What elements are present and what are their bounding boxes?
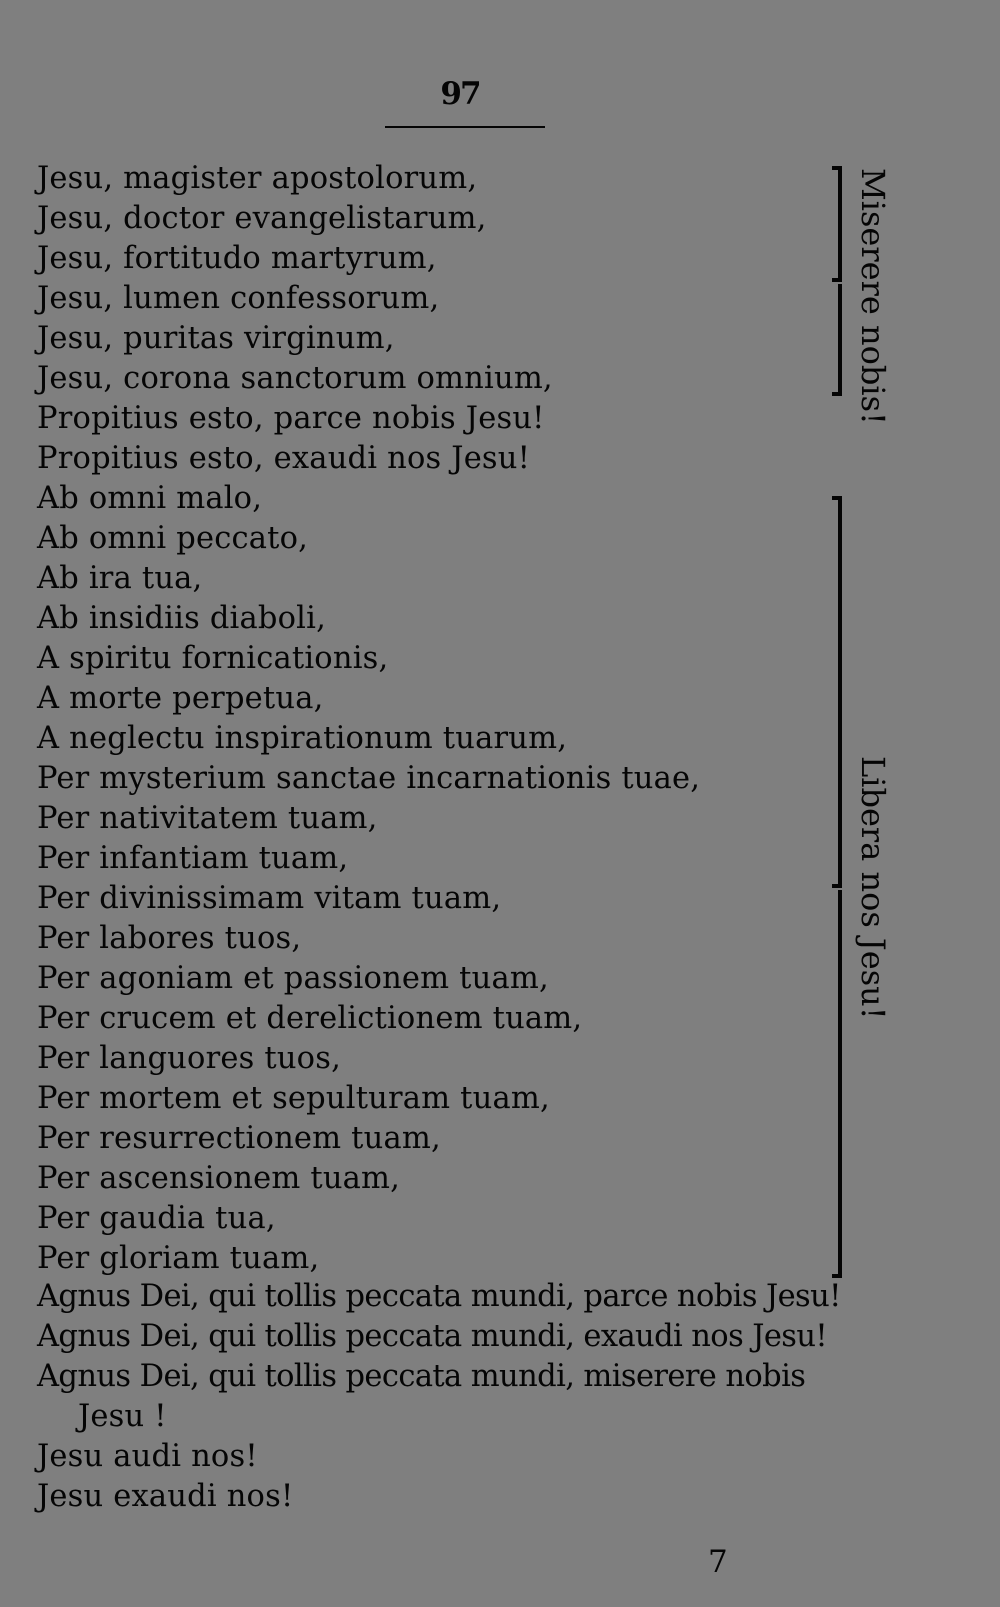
page-number: 97 [440, 76, 480, 112]
litany-line: Per divinissimam vitam tuam, [37, 881, 502, 916]
litany-line: Per resurrectionem tuam, [37, 1121, 441, 1156]
response-miserere-nobis: Miserere nobis! [854, 168, 892, 425]
litany-line: Jesu audi nos! [37, 1439, 258, 1474]
brace-bottom-tick [832, 1274, 842, 1278]
litany-line: Per crucem et derelictionem tuam, [37, 1001, 583, 1036]
litany-line: Propitius esto, exaudi nos Jesu! [37, 441, 531, 476]
litany-line: Per gloriam tuam, [37, 1241, 320, 1276]
brace-lower-segment [838, 284, 842, 396]
folio-number: 7 [708, 1544, 728, 1580]
litany-line: A spiritu fornicationis, [37, 641, 389, 676]
litany-line: A morte perpetua, [37, 681, 324, 716]
brace-upper-segment [838, 166, 842, 280]
litany-line: Jesu, puritas virginum, [37, 321, 395, 356]
litany-line: Per labores tuos, [37, 921, 302, 956]
brace-middle-tick [832, 278, 842, 282]
litany-line: Per agoniam et passionem tuam, [37, 961, 549, 996]
litany-line: Ab omni peccato, [37, 521, 309, 556]
litany-line: Ab ira tua, [37, 561, 203, 596]
litany-line: Ab insidiis diaboli, [37, 601, 326, 636]
litany-line: Per infantiam tuam, [37, 841, 349, 876]
litany-line: Jesu, corona sanctorum omnium, [37, 361, 553, 396]
litany-line: Per gaudia tua, [37, 1201, 276, 1236]
litany-line: Per mysterium sanctae incarnationis tuae, [37, 761, 701, 796]
litany-line: Jesu, fortitudo martyrum, [37, 241, 437, 276]
agnus-dei-line: Agnus Dei, qui tollis peccata mundi, miserere nobis [37, 1359, 806, 1394]
litany-line: Jesu, doctor evangelistarum, [37, 201, 487, 236]
brace-bottom-tick [832, 392, 842, 396]
litany-line: A neglectu inspirationum tuarum, [37, 721, 568, 756]
litany-line: Per languores tuos, [37, 1041, 341, 1076]
litany-line: Jesu, lumen confessorum, [37, 281, 440, 316]
litany-line: Jesu exaudi nos! [37, 1479, 294, 1514]
litany-line: Per mortem et sepulturam tuam, [37, 1081, 550, 1116]
agnus-dei-line: Agnus Dei, qui tollis peccata mundi, parce nobis Jesu! [37, 1279, 841, 1314]
litany-line: Propitius esto, parce nobis Jesu! [37, 401, 545, 436]
litany-line: Per nativitatem tuam, [37, 801, 378, 836]
response-libera-nos-jesu: Libera nos Jesu! [854, 756, 892, 1020]
brace-upper-segment [838, 496, 842, 886]
brace-middle-tick [832, 884, 842, 888]
litany-line: Jesu, magister apostolorum, [37, 161, 478, 196]
brace-lower-segment [838, 890, 842, 1278]
litany-line: Per ascensionem tuam, [37, 1161, 401, 1196]
agnus-dei-continuation: Jesu ! [78, 1399, 167, 1434]
litany-line: Ab omni malo, [37, 481, 263, 516]
header-rule [385, 126, 545, 128]
agnus-dei-line: Agnus Dei, qui tollis peccata mundi, exaudi nos Jesu! [37, 1319, 828, 1354]
